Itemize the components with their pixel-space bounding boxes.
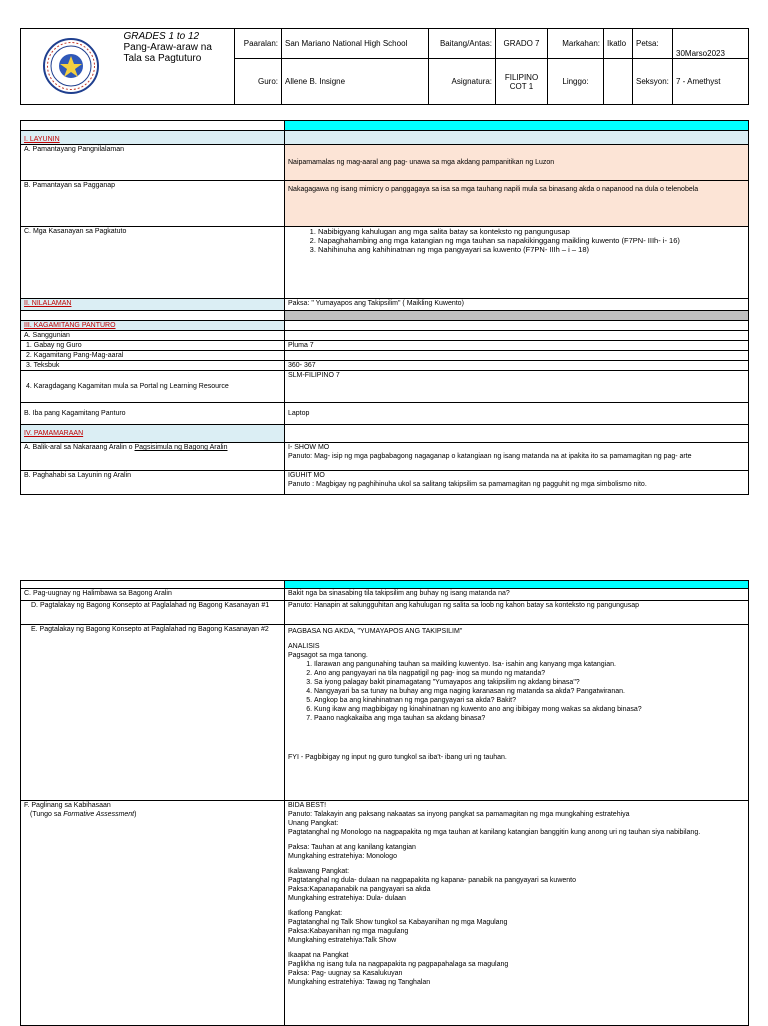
f-group3-line3: Mungkahing estratehiya:Talk Show [288,937,397,944]
header-table [20,28,749,105]
e-cell [285,625,749,801]
f-group1-line3: Mungkahing estratehiya: Monologo [288,853,397,860]
f-group1-line2: Paksa: Tauhan at ang kanilang katangian [288,844,416,851]
linggo-value [604,59,633,105]
f-label-part3: ) [134,811,137,818]
e-question: 2. Ano ang pangyayari na tila nagpatigil ng pag- inog sa mundo ng matanda? [314,669,745,678]
karagdagang-label: 4. Karagdagang Kagamitan mula sa Portal ng Learning Resource [21,371,285,403]
blank-cell [21,581,285,589]
title-line2: Pang-Araw-araw na [123,42,212,53]
seksyon-label: Seksyon: [633,59,673,105]
seksyon-value: 7 - Amethyst [673,59,749,105]
e-question: 5. Angkop ba ang kinahinatnan ng mga pangyayari sa akda? Bakit? [314,696,745,705]
title-line1: GRADES 1 to 12 [123,31,200,42]
e-question: 3. Sa iyong palagay bakit pinamagatang "Yumayapos ang takipsilim ng akdang binasa"? [314,678,745,687]
gabay-label: 1. Gabay ng Guro [21,341,285,351]
baitang-value: GRADO 7 [496,29,548,59]
pamamaraan-title: IV. PAMAMARAAN [21,425,285,443]
e-pagsagot: Pagsagot sa mga tanong. [288,652,368,659]
lesson-table-part2 [20,580,749,1026]
kagamitan-value-cell [285,321,749,331]
f-group2-line3: Mungkahing estratehiya: Dula- dulaan [288,895,406,902]
petsa-value: 30Marso2023 [673,29,749,59]
e-label: E. Pagtalakay ng Bagong Konsepto at Paglalahad ng Bagong Kasanayan #2 [21,625,285,801]
teksbuk-value: 360- 367 [285,361,749,371]
pamantayang-pangnilalaman-label: A. Pamantayang Pangnilalaman [21,145,285,181]
kagamitan-mag-aaral-label: 2. Kagamitang Pang-Mag-aaral [21,351,285,361]
asignatura-label: Asignatura: [429,59,496,105]
balik-aral-label [21,443,285,471]
c-label: C. Pag-uugnay ng Halimbawa sa Bagong Aralin [21,589,285,601]
nilalaman-title: II. NILALAMAN [21,299,285,311]
kasanayan-item: 2. Napaghahambing ang mga katangian ng mga tauhan sa napakikinggang maikling kuwento (F7PN- IIIh- i- 16) [318,236,745,245]
e-question: 7. Paano nagkakaiba ang mga tauhan sa akdang binasa? [314,714,745,723]
markahan-label: Markahan: [548,29,604,59]
layunin-title: I. LAYUNIN [21,131,285,145]
lesson-table-part1 [20,120,749,495]
kasanayan-label: C. Mga Kasanayan sa Pagkatuto [21,227,285,299]
paghahabi-title: IGUHIT MO [288,472,325,479]
kasanayan-list-cell [285,227,749,299]
pamamaraan-value-cell [285,425,749,443]
e-question: 4. Nangyayari ba sa tunay na buhay ang mga naging karanasan ng matanda sa akda? Pangatwiranan. [314,687,745,696]
f-label-part1: (Tungo sa [30,811,64,818]
paghahabi-cell [285,471,749,495]
balik-aral-title: I- SHOW MO [288,444,330,451]
balik-aral-panuto: Panuto: Mag- isip ng mga pagbabagong nagaganap o katangiaan ng isang matanda na at ipakita ito sa pamamagitan ng pag- arte [288,453,692,460]
c-value: Bakit nga ba sinasabing tila takipsilim ang buhay ng isang matanda na? [285,589,749,601]
paghahabi-label: B. Paghahabi sa Layunin ng Aralin [21,471,285,495]
markahan-value: Ikatlo [604,29,633,59]
layunin-value-cell [285,131,749,145]
f-group1-line1: Pagtatanghal ng Monologo na nagpapakita ng mga tauhan at kanilang katangian banggitin kung anong uri ng tauhan siya nabibilang. [288,829,701,836]
gray-cell [285,311,749,321]
f-group3-line2: Paksa:Kabayanihan ng mga magulang [288,928,409,935]
kasanayan-item: 3. Nahihinuha ang kahihinatnan ng mga pangyayari sa kuwento (F7PN- IIIh – i – 18) [318,245,745,254]
guro-value: Allene B. Insigne [282,59,429,105]
f-label-line1: F. Paglinang sa Kabihasaan [24,802,111,809]
baitang-label: Baitang/Antas: [429,29,496,59]
karagdagang-value: SLM-FILIPINO 7 [285,371,749,403]
title-line3: Tala sa Pagtuturo [123,53,202,64]
sanggunian-value-cell [285,331,749,341]
linggo-label: Linggo: [548,59,604,105]
pamantayang-pangnilalaman-value: Naipamamalas ng mag-aaral ang pag- unawa sa mga akdang pampanitikan ng Luzon [285,145,749,181]
guro-label: Guro: [235,59,282,105]
f-cell [285,801,749,1026]
balik-aral-label-part1: A. Balik-aral sa Nakaraang Aralin o [24,444,135,451]
pamantayan-pagganap-label: B. Pamantayan sa Pagganap [21,181,285,227]
kasanayan-item: 1. Nabibigyang kahulugan ang mga salita batay sa konteksto ng pangungusap [318,227,745,236]
teksbuk-label: 3. Teksbuk [21,361,285,371]
e-question-list [288,660,745,723]
e-question: 1. Ilarawan ang pangunahing tauhan sa maikling kuwentyo. Isa- isahin ang kanyang mga katangian. [314,660,745,669]
cyan-header-cell [285,121,749,131]
f-label [21,801,285,1026]
e-heading: PAGBASA NG AKDA, "YUMAYAPOS ANG TAKIPSILIM" [288,628,463,635]
kagamitan-title: III. KAGAMITANG PANTURO [21,321,285,331]
paghahabi-panuto: Panuto : Magbigay ng paghihinuha ukol sa salitang takipsilim sa pamamagitan ng pagguhit ng mga simbolismo nito. [288,481,647,488]
f-group4-line1: Paglikha ng isang tula na nagpapakita ng pagpapahalaga sa magulang [288,961,509,968]
e-fyi: FYI - Pagbibigay ng input ng guro tungkol sa iba't- ibang uri ng tauhan. [288,754,507,761]
cyan-header-cell [285,581,749,589]
iba-pang-label: B. Iba pang Kagamitang Panturo [21,403,285,425]
deped-seal-icon [42,37,100,95]
nilalaman-value: Paksa: " Yumayapos ang Takipsilim" ( Maikling Kuwento) [285,299,749,311]
deped-seal-cell [21,29,121,105]
asignatura-value: FILIPINO COT 1 [496,59,548,105]
e-question: 6. Kung ikaw ang magbibigay ng kinahinatnan ng kuwento ano ang ibibigay mong wakas sa akdang binasa? [314,705,745,714]
f-group4-line3: Mungkahing estratehiya: Tawag ng Tanghalan [288,979,431,986]
f-title: BIDA BEST! [288,802,327,809]
f-group2-title: Ikalawang Pangkat: [288,868,350,875]
d-label: D. Pagtalakay ng Bagong Konsepto at Paglalahad ng Bagong Kasanayan #1 [21,601,285,625]
kagamitan-mag-aaral-value [285,351,749,361]
balik-aral-label-part2: Pagsisimula ng Bagong Aralin [134,444,228,451]
pamantayan-pagganap-value: Nakagagawa ng isang mimicry o panggagaya sa isa sa mga tauhang napili mula sa binasang akda o napanood na dula o telenobela [285,181,749,227]
blank-cell [21,121,285,131]
f-group3-line1: Pagtatanghal ng Talk Show tungkol sa Kabayanihan ng mga Magulang [288,919,508,926]
sanggunian-label: A. Sanggunian [21,331,285,341]
blank-cell [21,311,285,321]
f-group3-title: Ikatlong Pangkat: [288,910,343,917]
balik-aral-cell [285,443,749,471]
iba-pang-value: Laptop [285,403,749,425]
f-label-part2: Formative Assessment [63,811,135,818]
f-label-line2 [24,810,281,819]
d-value: Panuto: Hanapin at salungguhitan ang kahulugan ng salita sa loob ng kahon batay sa konteksto ng pangungusap [285,601,749,625]
f-group2-line1: Pagtatanghal ng dula- dulaan na nagpapakita ng kapana- panabik na pangyayari sa kuwento [288,877,576,884]
f-group4-line2: Paksa: Pag- uugnay sa Kasalukuyan [288,970,403,977]
paaralan-label: Paaralan: [235,29,282,59]
paaralan-value: San Mariano National High School [282,29,429,59]
f-group4-title: Ikaapat na Pangkat [288,952,349,959]
f-panuto: Panuto: Talakayin ang paksang nakaatas sa inyong pangkat sa pamamagitan ng mga mungkahing estratehiya [288,811,630,818]
e-analisis: ANALISIS [288,643,320,650]
petsa-label: Petsa: [633,29,673,59]
lesson-plan-title [121,29,235,105]
gabay-value: Pluma 7 [285,341,749,351]
f-group1-title: Unang Pangkat: [288,820,339,827]
f-group2-line2: Paksa:Kapanapanabik na pangyayari sa akda [288,886,431,893]
